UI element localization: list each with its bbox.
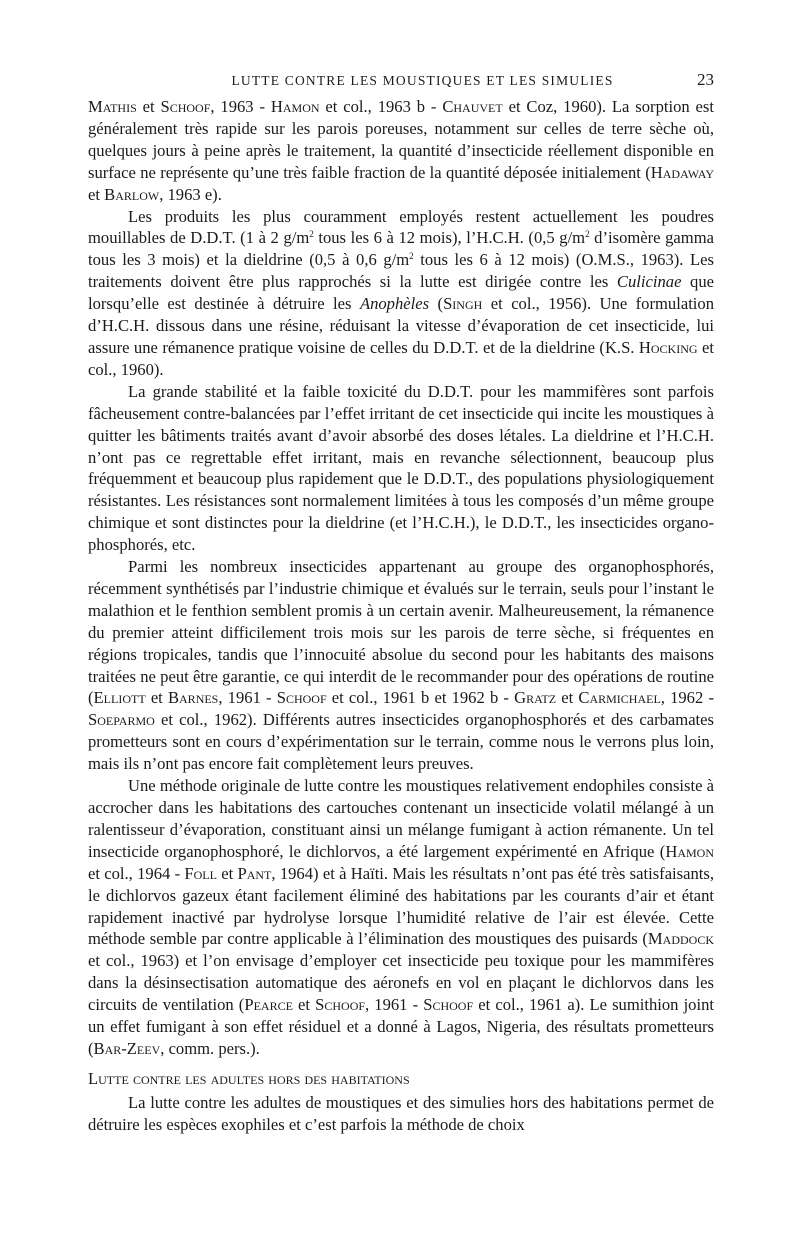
author-name: Elliott <box>93 688 146 708</box>
paragraph <box>88 206 714 381</box>
text-run: et Coz, 1960). La sorption est généralement très rapide sur les parois poreuses, notamment sur celles de terre sèche où, quelques jours à peine après le traitement, la quantité d’insecticide réellement disponible en surface ne représente qu’une très faible fraction de la quantité déposée initialement ( <box>88 97 714 182</box>
superscript: 2 <box>585 229 590 240</box>
author-name: Schoof <box>315 995 366 1015</box>
text-run: , 1961 - <box>218 688 277 708</box>
paragraph <box>88 96 714 206</box>
author-name: Gratz <box>514 688 557 708</box>
text-run: et <box>216 863 238 883</box>
text-run: , 1963 e). <box>159 184 222 204</box>
text-run: et col., 1963 b - <box>319 97 443 116</box>
author-name: Hadaway <box>650 162 714 182</box>
author-name: Barlow <box>104 184 160 204</box>
author-name: Pant <box>237 863 272 883</box>
running-title: LUTTE CONTRE LES MOUSTIQUES ET LES SIMULIES <box>231 73 614 88</box>
text-run: et col., 1956). Une formulation d’H.C.H. dissous dans une résine, réduisant la vitesse d’évaporation de cet insecticide, lui assure une rémanence pratique voisine de celles du D.D.T. et de la dieldrine (K.S. <box>88 294 715 357</box>
text-run: , 1962 - <box>660 688 714 708</box>
author-name: Schoof <box>276 688 327 708</box>
superscript: 2 <box>409 251 414 262</box>
text-run: et col., 1962). Différents autres insecticides organophosphorés et des carbamates prometteurs sont en cours d’expérimentation sur le terrain, comme nous le verrons plus loin, mais ils n’ont pas encore fait complètement leurs preuves. <box>88 710 714 774</box>
text-run: que lorsqu’elle est destinée à détruire les <box>88 272 715 314</box>
superscript: 2 <box>309 229 314 240</box>
paragraph <box>88 775 714 1060</box>
text-run: Une méthode originale de lutte contre les moustiques relativement endophiles consiste à accrocher dans les habitations des cartouches contenant un insecticide volatil mélangé à un ralentisseur d’évaporation, constituant ainsi un mélange fumigant à action rémanente. Un tel insecticide organophosphoré, le dichlorvos, a été largement expérimenté en Afrique ( <box>88 776 714 861</box>
text-run: et <box>88 184 105 204</box>
text-run: et <box>556 688 579 708</box>
text-run: et col., 1963) et l’on envisage d’employer cet insecticide peu toxique pour les mammifères dans la désinsectisation automatique des aéronefs en vol en plaçant le dichlorvos dans les circuits de ventilation ( <box>88 951 714 1015</box>
author-name: Chauvet <box>442 97 503 116</box>
author-name: Singh <box>443 294 483 314</box>
text-run: d’isomère gamma tous les 3 mois) et la dieldrine (0,5 à 0,6 g/m <box>88 228 714 270</box>
document-page <box>88 70 714 1136</box>
text-run: Les produits les plus couramment employés restent actuellement les poudres mouillables de D.D.T. (1 à 2 g/m <box>88 206 714 248</box>
author-name: Hocking <box>638 337 698 357</box>
body-text <box>88 96 714 1136</box>
text-run: et <box>136 97 161 116</box>
author-name: Soeparmo <box>88 710 155 730</box>
author-name: Foll <box>184 863 217 883</box>
text-run: , 1961 - <box>365 995 424 1015</box>
author-name: Hamon <box>665 841 714 861</box>
section-paragraph: La lutte contre les adultes de moustiques et des simulies hors des habitations permet de détruire les espèces exophiles et c’est parfois la méthode de choix <box>88 1092 714 1134</box>
author-name: Maddock <box>647 929 714 949</box>
text-run: et col., 1960). <box>88 337 714 379</box>
taxon-name: Anophèles <box>359 294 430 314</box>
text-run: , 1963 - <box>210 97 271 116</box>
text-run: tous les 6 à 12 mois) (O.M.S., 1963). Les traitements doivent être plus rapprochés si la lutte est dirigée contre les <box>88 250 714 292</box>
running-header <box>88 70 714 92</box>
author-name: Mathis <box>88 97 137 116</box>
author-name: Schoof <box>423 995 474 1015</box>
text-run: et col., 1961 a). Le sumithion joint un effet fumigant à son effet résiduel et a donné à Lagos, Nigeria, des résultats prometteurs ( <box>88 995 714 1058</box>
author-name: Hamon <box>270 97 320 116</box>
paragraph <box>88 381 714 556</box>
author-name: Pearce <box>244 995 293 1015</box>
author-name: Schoof <box>160 97 211 116</box>
text-run: et col., 1961 b et 1962 b - <box>326 688 515 708</box>
author-name: Barnes <box>167 688 219 708</box>
text-run: ( <box>429 294 444 314</box>
text-run: La grande stabilité et la faible toxicité du D.D.T. pour les mammifères sont parfois fâcheusement contre-balancées par l’effet irritant de cet insecticide qui incite les moustiques à quitter les bâtiments traités avant d’avoir absorbé des doses létales. La dieldrine et l’H.C.H. n’ont pas ce regrettable effet irritant, mais en revanche sélectionnent, beaucoup plus fréquemment et beaucoup plus rapidement que le D.D.T., des populations physiologiquement résistantes. Les résistances sont normalement limitées à tous les composés d’un même groupe chimique et sont distinctes pour la dieldrine (et l’H.C.H.), le D.D.T., les insecticides organo-phosphorés, etc. <box>88 381 714 555</box>
text-run: , comm. pers.). <box>160 1038 260 1058</box>
author-name: Bar-Zeev <box>93 1038 161 1058</box>
text-run: et <box>145 688 168 708</box>
text-run: et col., 1964 - <box>88 863 185 883</box>
text-run: Parmi les nombreux insecticides appartenant au groupe des organophosphorés, récemment synthétisés par l’industrie chimique et évalués sur le terrain, seuls pour l’instant le malathion et le fenthion semblent promis à un certain avenir. Malheureusement, la rémanence du premier atteint difficilement trois mois sur les parois de terre sèche, si fréquentes en régions tropicales, tandis que l’innocuité absolue du second pour les habitants des maisons traitées ne peut être garantie, ce qui interdit de le recommander pour des opérations de routine ( <box>88 557 714 708</box>
taxon-name: Culicinae <box>616 272 682 292</box>
paragraph <box>88 556 714 775</box>
section-heading: Lutte contre les adultes hors des habitations <box>88 1068 410 1088</box>
text-run: et <box>292 995 316 1015</box>
page-number: 23 <box>697 70 714 89</box>
text-run: , 1964) et à Haïti. Mais les résultats n’ont pas été très satisfaisants, le dichlorvos gazeux étant facilement éliminé des habitations par les courants d’air et étant rapidement inactivé par hydrolyse lorsque l’humidité relative de l’air est élevée. Cette méthode semble par contre applicable à l’élimination des moustiques des puisards ( <box>88 863 715 949</box>
text-run: tous les 6 à 12 mois), l’H.C.H. (0,5 g/m <box>313 228 586 248</box>
author-name: Carmichael <box>578 688 661 708</box>
